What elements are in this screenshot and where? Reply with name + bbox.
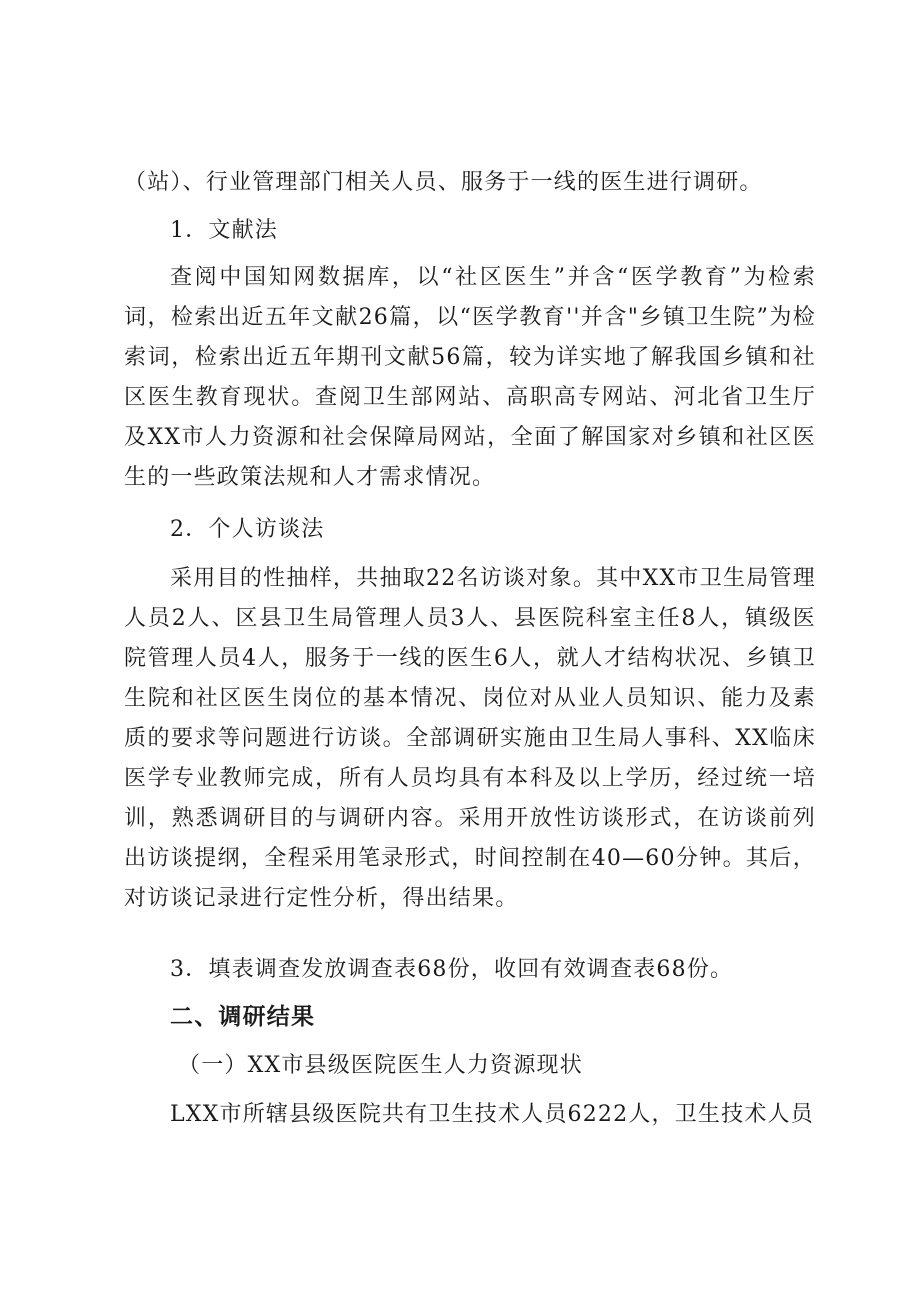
subsection-heading: （一）XX市县级医院医生人力资源现状 [178, 1053, 583, 1078]
paragraph-literature: 查阅中国知网数据库，以“社区医生”并含“医学教育”为检索词，检索出近五年文献26篇，以“医学教育''并含"乡镇卫生院”为检索词，检索出近五年期刊文献56篇，较为详实地了解我国乡镇和社区医生教育现状。查阅卫生部网站、高职高专网站、河北省卫生厅及XX市人力资源和社会保障局网站，全面了解国家对乡镇和社区医生的一些政策法规和人才需求情况。 [124, 265, 816, 490]
paragraph-survey: 3．填表调查发放调查表68份，收回有效调查表68份。 [170, 957, 734, 982]
section-heading-results: 二、调研结果 [170, 1004, 316, 1030]
method-heading-interview: 2．个人访谈法 [170, 517, 325, 542]
paragraph-results-start: LXX市所辖县级医院共有卫生技术人员6222人，卫生技术人员 [170, 1102, 814, 1127]
paragraph-continuation: （站）、行业管理部门相关人员、服务于一线的医生进行调研。 [124, 170, 763, 195]
paragraph-interview: 采用目的性抽样，共抽取22名访谈对象。其中XX市卫生局管理人员2人、区县卫生局管理人员3人、县医院科室主任8人，镇级医院管理人员4人，服务于一线的医生6人，就人才结构状况、乡镇卫生院和社区医生岗位的基本情况、岗位对从业人员知识、能力及素质的要求等问题进行访谈。全部调研实施由卫生局人事科、XX临床医学专业教师完成，所有人员均具有本科及以上学历，经过统一培训，熟悉调研目的与调研内容。采用开放性访谈形式，在访谈前列出访谈提纲，全程采用笔录形式，时间控制在40—60分钟。其后，对访谈记录进行定性分析，得出结果。 [124, 566, 816, 911]
method-heading-literature: 1．文献法 [170, 218, 278, 243]
